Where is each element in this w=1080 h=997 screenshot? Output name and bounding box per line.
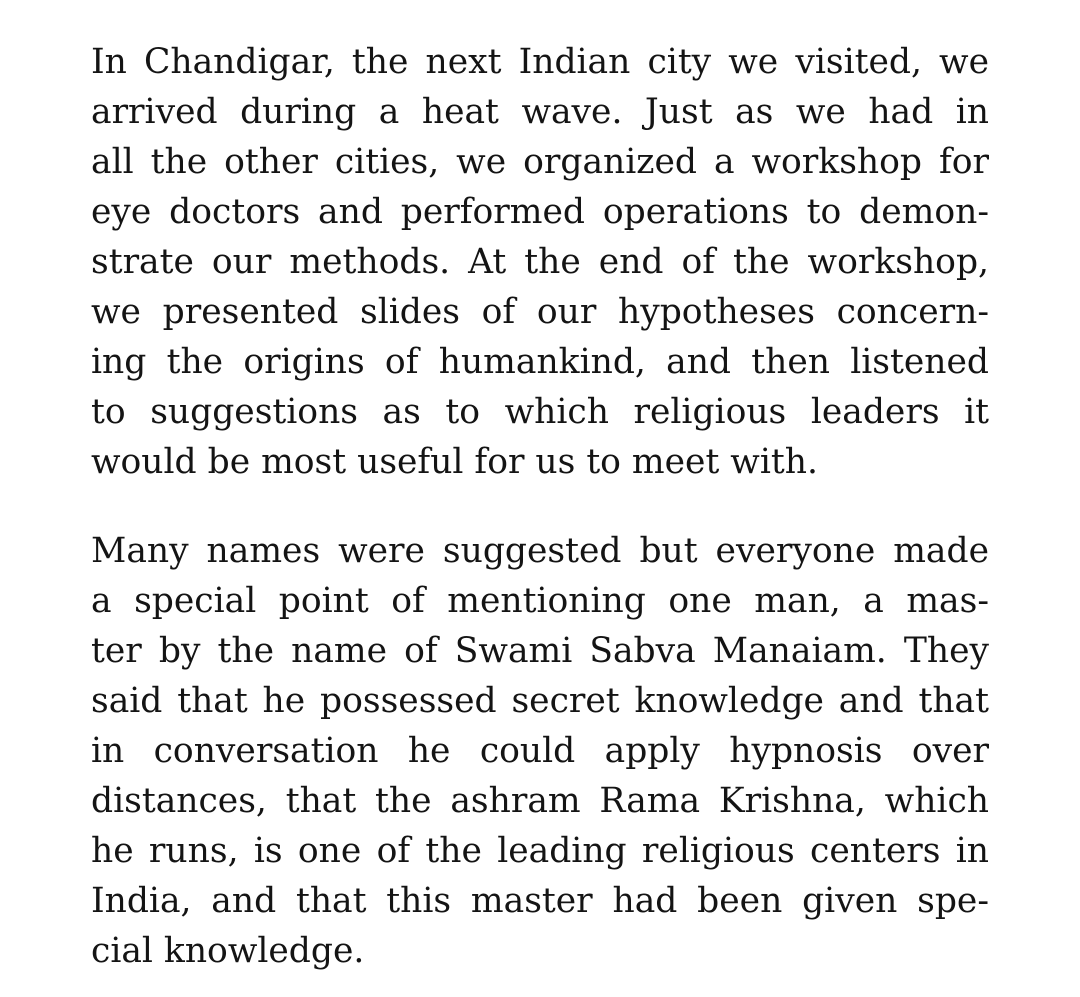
text-line: said that he possessed secret knowledge and that [91, 681, 989, 721]
text-line: a special point of mentioning one man, a mas- [91, 581, 989, 621]
text-line: ter by the name of Swami Sabva Manaiam. They [91, 631, 989, 671]
text-line: Many names were suggested but everyone made [91, 531, 989, 571]
text-line: ing the origins of humankind, and then listened [91, 342, 989, 382]
text-line: to suggestions as to which religious leaders it [91, 392, 989, 432]
paragraph [91, 526, 989, 976]
text-line: he runs, is one of the leading religious centers in [91, 831, 989, 871]
text-line: India, and that this master had been given spe- [91, 881, 989, 921]
text-line: we presented slides of our hypotheses concern- [91, 292, 989, 332]
reading-page [91, 37, 989, 976]
text-line: distances, that the ashram Rama Krishna, which [91, 781, 989, 821]
text-line: would be most useful for us to meet with. [91, 442, 818, 482]
text-line: eye doctors and performed operations to demon- [91, 192, 989, 232]
text-line: cial knowledge. [91, 931, 365, 971]
paragraph [91, 37, 989, 487]
text-line: In Chandigar, the next Indian city we visited, we [91, 42, 989, 82]
text-line: in conversation he could apply hypnosis over [91, 731, 989, 771]
text-line: arrived during a heat wave. Just as we had in [91, 92, 989, 132]
text-line: all the other cities, we organized a workshop for [91, 142, 989, 182]
text-line: strate our methods. At the end of the workshop, [91, 242, 989, 282]
